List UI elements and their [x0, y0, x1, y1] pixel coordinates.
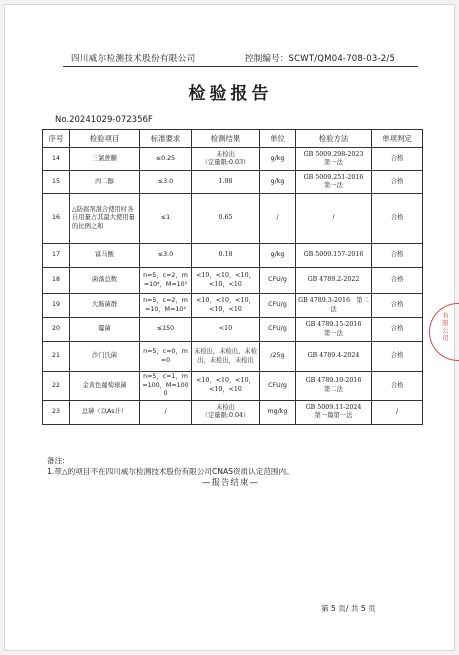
table-row [43, 372, 423, 401]
cell-item: 金黄色葡萄球菌 [70, 372, 140, 401]
company-name: 四川威尔检测技术股份有限公司 [71, 54, 196, 64]
cell-item: 霉菌 [70, 318, 140, 342]
cell-item: △防腐剂混合使用时各自用量占其最大使用量的比例之和 [70, 194, 140, 244]
cell-unit: CFU/g [260, 372, 296, 401]
cell-standard: ≤3.0 [140, 244, 192, 268]
cell-standard: n=5，c=0，m=0 [140, 342, 192, 372]
cell-item: 总砷（以As计） [70, 400, 140, 424]
cell-result: <10，<10，<10，<10，<10 [192, 372, 260, 401]
column-header: 检验项目 [70, 130, 140, 148]
cell-standard: ≤1 [140, 194, 192, 244]
cell-unit: /25g [260, 342, 296, 372]
table-row [43, 342, 423, 372]
cell-method: GB 5009.11-2024 第一篇第一法 [296, 400, 372, 424]
report-page [4, 4, 455, 651]
cell-unit: g/kg [260, 171, 296, 194]
cell-item: 大肠菌群 [70, 294, 140, 318]
cell-item: 富马酸 [70, 244, 140, 268]
cell-item: 沙门氏菌 [70, 342, 140, 372]
cell-judgement: 合格 [372, 244, 423, 268]
cell-seq: 22 [43, 372, 70, 401]
cell-standard: n=5，c=1，m=100，M=1000 [140, 372, 192, 401]
column-header: 单项判定 [372, 130, 423, 148]
cell-result: <10，<10，<10，<10，<10 [192, 294, 260, 318]
cell-method: GB 4789.10-2016 第二法 [296, 372, 372, 401]
report-end-marker: —报告结束— [201, 478, 259, 488]
cell-unit: CFU/g [260, 268, 296, 294]
table-row [43, 294, 423, 318]
column-header: 序号 [43, 130, 70, 148]
cell-method: / [296, 194, 372, 244]
cell-standard: ≤0.25 [140, 148, 192, 171]
table-row [43, 268, 423, 294]
column-header: 标准要求 [140, 130, 192, 148]
report-number: No.20241029-072356F [55, 115, 153, 125]
table-row [43, 194, 423, 244]
cell-standard: ≤150 [140, 318, 192, 342]
cell-judgement: 合格 [372, 294, 423, 318]
cell-method: GB 5009.251-2016 第一法 [296, 171, 372, 194]
report-title: 检验报告 [188, 84, 273, 104]
cell-unit: mg/kg [260, 400, 296, 424]
cell-result: <10 [192, 318, 260, 342]
control-number: 控制编号：SCWT/QM04-708-03-2/5 [245, 54, 396, 64]
cell-judgement: 合格 [372, 148, 423, 171]
table-row [43, 318, 423, 342]
cell-item: 菌落总数 [70, 268, 140, 294]
cell-result: <10，<10，<10，<10，<10 [192, 268, 260, 294]
notes-label: 备注: [47, 456, 65, 465]
table-row [43, 400, 423, 424]
cell-item: 三氯蔗糖 [70, 148, 140, 171]
cell-result: 未检出 （定量限:0.04） [192, 400, 260, 424]
table-row [43, 148, 423, 171]
cell-standard: n=5，c=2，m=10，M=10² [140, 294, 192, 318]
cell-seq: 16 [43, 194, 70, 244]
cell-unit: CFU/g [260, 318, 296, 342]
cell-result: 0.65 [192, 194, 260, 244]
table-row [43, 171, 423, 194]
notes-section [47, 455, 294, 478]
cell-seq: 23 [43, 400, 70, 424]
cell-result: 未检出 （定量限:0.03） [192, 148, 260, 171]
cell-method: GB 4789.15-2016 第一法 [296, 318, 372, 342]
cell-method: GB 4789.3-2016 第二法 [296, 294, 372, 318]
cell-seq: 21 [43, 342, 70, 372]
cell-unit: CFU/g [260, 294, 296, 318]
table-header-row [43, 130, 423, 148]
table-row [43, 244, 423, 268]
cell-method: GB 5009.157-2016 [296, 244, 372, 268]
column-header: 检验方法 [296, 130, 372, 148]
cell-item: 丙二醇 [70, 171, 140, 194]
header-rule [63, 66, 418, 67]
cell-standard: ≤3.0 [140, 171, 192, 194]
cell-judgement: 合格 [372, 194, 423, 244]
cell-seq: 15 [43, 171, 70, 194]
cell-unit: / [260, 194, 296, 244]
cell-judgement: 合格 [372, 268, 423, 294]
column-header: 检测结果 [192, 130, 260, 148]
cell-seq: 20 [43, 318, 70, 342]
cell-method: GB 4789.2-2022 [296, 268, 372, 294]
results-table [42, 129, 423, 425]
notes-line-1: 1.带△的项目不在四川威尔检测技术股份有限公司CNAS资质认定范围内。 [47, 467, 294, 477]
cell-unit: g/kg [260, 244, 296, 268]
cell-seq: 14 [43, 148, 70, 171]
cell-judgement: 合格 [372, 171, 423, 194]
cell-seq: 17 [43, 244, 70, 268]
cell-result: 未检出，未检出，未检出，未检出，未检出 [192, 342, 260, 372]
seal-text: 有限公司 [441, 312, 449, 342]
cell-standard: / [140, 400, 192, 424]
cell-seq: 19 [43, 294, 70, 318]
cell-result: 1.98 [192, 171, 260, 194]
cell-unit: g/kg [260, 148, 296, 171]
cell-seq: 18 [43, 268, 70, 294]
cell-standard: n=5，c=2，m=10⁴，M=10⁵ [140, 268, 192, 294]
company-seal-fragment [429, 303, 459, 361]
cell-method: GB 4789.4-2024 [296, 342, 372, 372]
cell-judgement: / [372, 400, 423, 424]
cell-result: 0.18 [192, 244, 260, 268]
page-number: 第 5 页/ 共 5 页 [321, 604, 376, 613]
cell-judgement: 合格 [372, 342, 423, 372]
column-header: 单位 [260, 130, 296, 148]
cell-method: GB 5009.298-2023 第一法 [296, 148, 372, 171]
cell-judgement: 合格 [372, 372, 423, 401]
cell-judgement: 合格 [372, 318, 423, 342]
